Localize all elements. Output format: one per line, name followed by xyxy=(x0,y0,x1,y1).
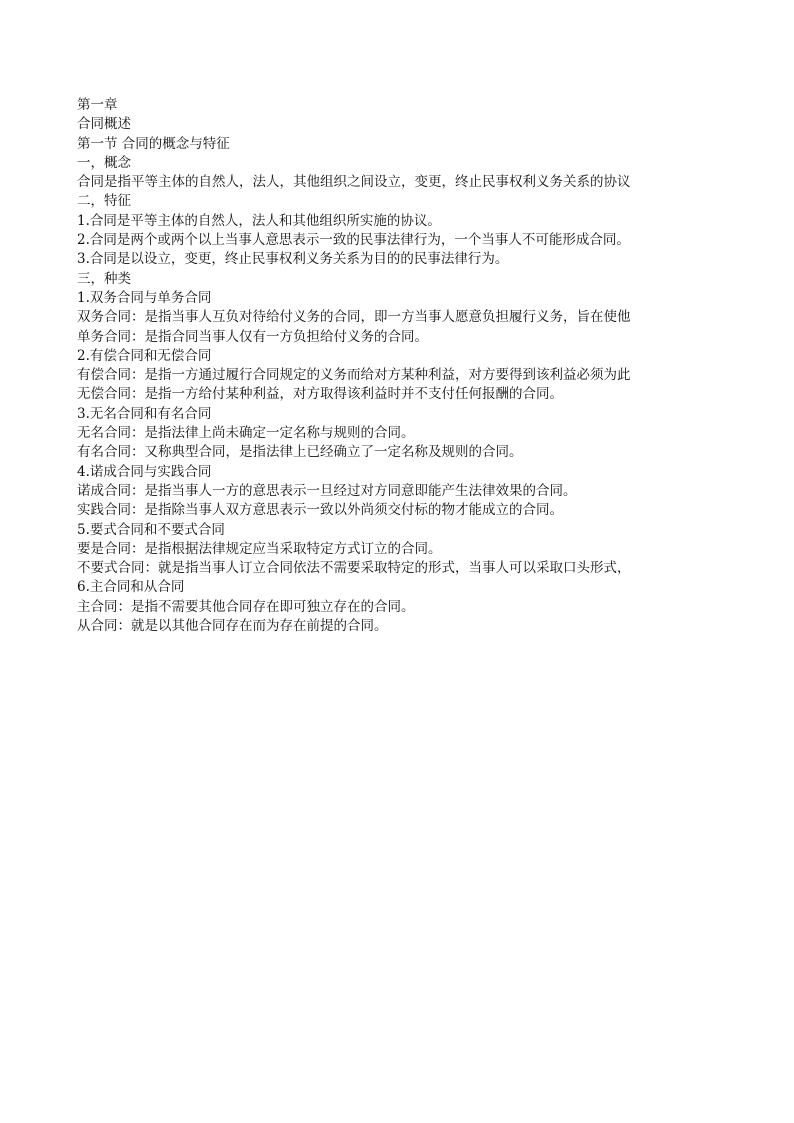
type-heading-5: 5.要式合同和不要式合同 xyxy=(77,521,225,538)
type-heading-3: 3.无名合同和有名合同 xyxy=(77,405,212,422)
type-heading-2: 2.有偿合同和无偿合同 xyxy=(77,347,212,364)
concept-text: 合同是指平等主体的自然人，法人，其他组织之间设立，变更，终止民事权利义务关系的协议 xyxy=(77,174,631,191)
type-definition: 有偿合同：是指一方通过履行合同规定的义务而给对方某种利益，对方要得到该利益必须为此 xyxy=(77,367,631,384)
type-definition: 单务合同：是指合同当事人仅有一方负担给付义务的合同。 xyxy=(77,328,428,345)
type-heading-4: 4.诺成合同与实践合同 xyxy=(77,463,212,480)
chapter-title: 合同概述 xyxy=(77,116,131,133)
section-title: 第一节 合同的概念与特征 xyxy=(77,135,230,152)
type-definition: 主合同：是指不需要其他合同存在即可独立存在的合同。 xyxy=(77,598,415,615)
heading-types: 三，种类 xyxy=(77,270,131,287)
type-definition: 从合同：就是以其他合同存在而为存在前提的合同。 xyxy=(77,618,388,635)
chapter-number: 第一章 xyxy=(77,97,118,113)
type-definition: 有名合同：又称典型合同，是指法律上已经确立了一定名称及规则的合同。 xyxy=(77,444,523,461)
type-heading-1: 1.双务合同与单务合同 xyxy=(77,289,212,306)
type-definition: 要是合同：是指根据法律规定应当采取特定方式订立的合同。 xyxy=(77,540,442,557)
heading-concept: 一，概念 xyxy=(77,154,131,171)
feature-item-1: 1.合同是平等主体的自然人，法人和其他组织所实施的协议。 xyxy=(77,212,441,229)
type-definition: 不要式合同：就是指当事人订立合同依法不需要采取特定的形式，当事人可以采取口头形式， xyxy=(77,560,631,577)
document-body xyxy=(77,96,724,636)
type-definition: 双务合同：是指当事人互负对待给付义务的合同，即一方当事人愿意负担履行义务，旨在使他 xyxy=(77,309,631,326)
feature-item-3: 3.合同是以设立，变更，终止民事权利义务关系为目的的民事法律行为。 xyxy=(77,251,509,268)
type-heading-6: 6.主合同和从合同 xyxy=(77,579,185,596)
feature-item-2: 2.合同是两个或两个以上当事人意思表示一致的民事法律行为，一个当事人不可能形成合同。 xyxy=(77,232,630,249)
heading-features: 二，特征 xyxy=(77,193,131,210)
type-definition: 无偿合同：是指一方给付某种利益，对方取得该利益时并不支付任何报酬的合同。 xyxy=(77,386,563,403)
type-definition: 无名合同：是指法律上尚未确定一定名称与规则的合同。 xyxy=(77,425,415,442)
type-definition: 实践合同：是指除当事人双方意思表示一致以外尚须交付标的物才能成立的合同。 xyxy=(77,502,563,519)
type-definition: 诺成合同：是指当事人一方的意思表示一旦经过对方同意即能产生法律效果的合同。 xyxy=(77,482,577,499)
